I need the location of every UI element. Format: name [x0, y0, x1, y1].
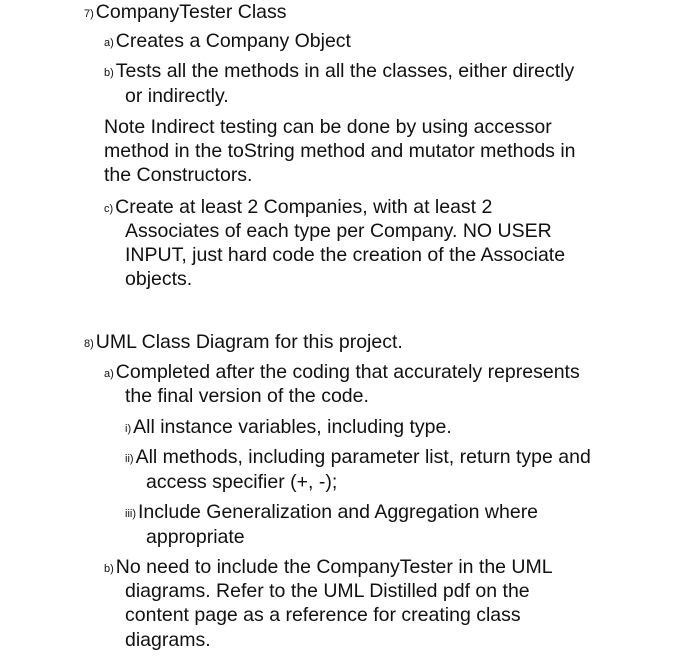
item-8a-marker: a): [104, 368, 114, 380]
note-line-3: the Constructors.: [104, 164, 253, 186]
item-7c-line-3: INPUT, just hard code the creation of the Associate: [125, 244, 566, 266]
item-7c-line-2: Associates of each type per Company. NO USER: [125, 220, 552, 242]
item-8b-line-4: diagrams.: [125, 629, 211, 651]
section-7-marker: 7): [84, 8, 94, 20]
section-8-heading: [84, 330, 403, 357]
note-line-2: method in the toString method and mutator methods in: [104, 140, 576, 162]
item-8a-text-1: Completed after the coding that accurately represents: [115, 361, 580, 383]
item-7b-text-1: Tests all the methods in all the classes, either directly: [115, 60, 575, 82]
section-7-heading: [84, 0, 287, 27]
note-line-1: Note Indirect testing can be done by using accessor: [104, 116, 552, 138]
subitem-iii: [125, 500, 538, 527]
item-7c: [104, 195, 492, 222]
item-7c-text-1: Create at least 2 Companies, with at least 2: [115, 196, 493, 218]
item-8b-line-3: content page as a reference for creating class: [125, 604, 521, 626]
section-7-title: CompanyTester Class: [95, 1, 287, 23]
item-8b: [104, 555, 553, 582]
subitem-ii-marker: ii): [125, 453, 134, 465]
item-7a-text: Creates a Company Object: [115, 30, 351, 52]
item-7b-line-2: or indirectly.: [125, 85, 229, 107]
subitem-ii-text-1: All methods, including parameter list, return type and: [135, 446, 591, 468]
subitem-i-marker: i): [125, 423, 132, 435]
item-7b-marker: b): [104, 67, 114, 79]
item-8a: [104, 360, 580, 387]
item-7c-marker: c): [104, 203, 114, 215]
item-8a-line-2: the final version of the code.: [125, 385, 369, 407]
subitem-i-text: All instance variables, including type.: [133, 416, 452, 438]
item-8b-line-2: diagrams. Refer to the UML Distilled pdf on the: [125, 580, 530, 602]
subitem-ii-line-2: access specifier (+, -);: [146, 471, 338, 493]
item-8b-marker: b): [104, 563, 114, 575]
item-7c-line-4: objects.: [125, 268, 193, 290]
subitem-i: [125, 415, 452, 442]
item-7b: [104, 59, 574, 86]
subitem-iii-line-2: appropriate: [146, 526, 245, 548]
subitem-iii-marker: iii): [125, 508, 136, 520]
subitem-iii-text-1: Include Generalization and Aggregation where: [138, 501, 539, 523]
section-8-title: UML Class Diagram for this project.: [95, 331, 403, 353]
item-7a: [104, 29, 351, 56]
section-8-marker: 8): [84, 338, 94, 350]
subitem-ii: [125, 445, 591, 472]
item-8b-text-1: No need to include the CompanyTester in the UML: [115, 556, 553, 578]
item-7a-marker: a): [104, 37, 114, 49]
